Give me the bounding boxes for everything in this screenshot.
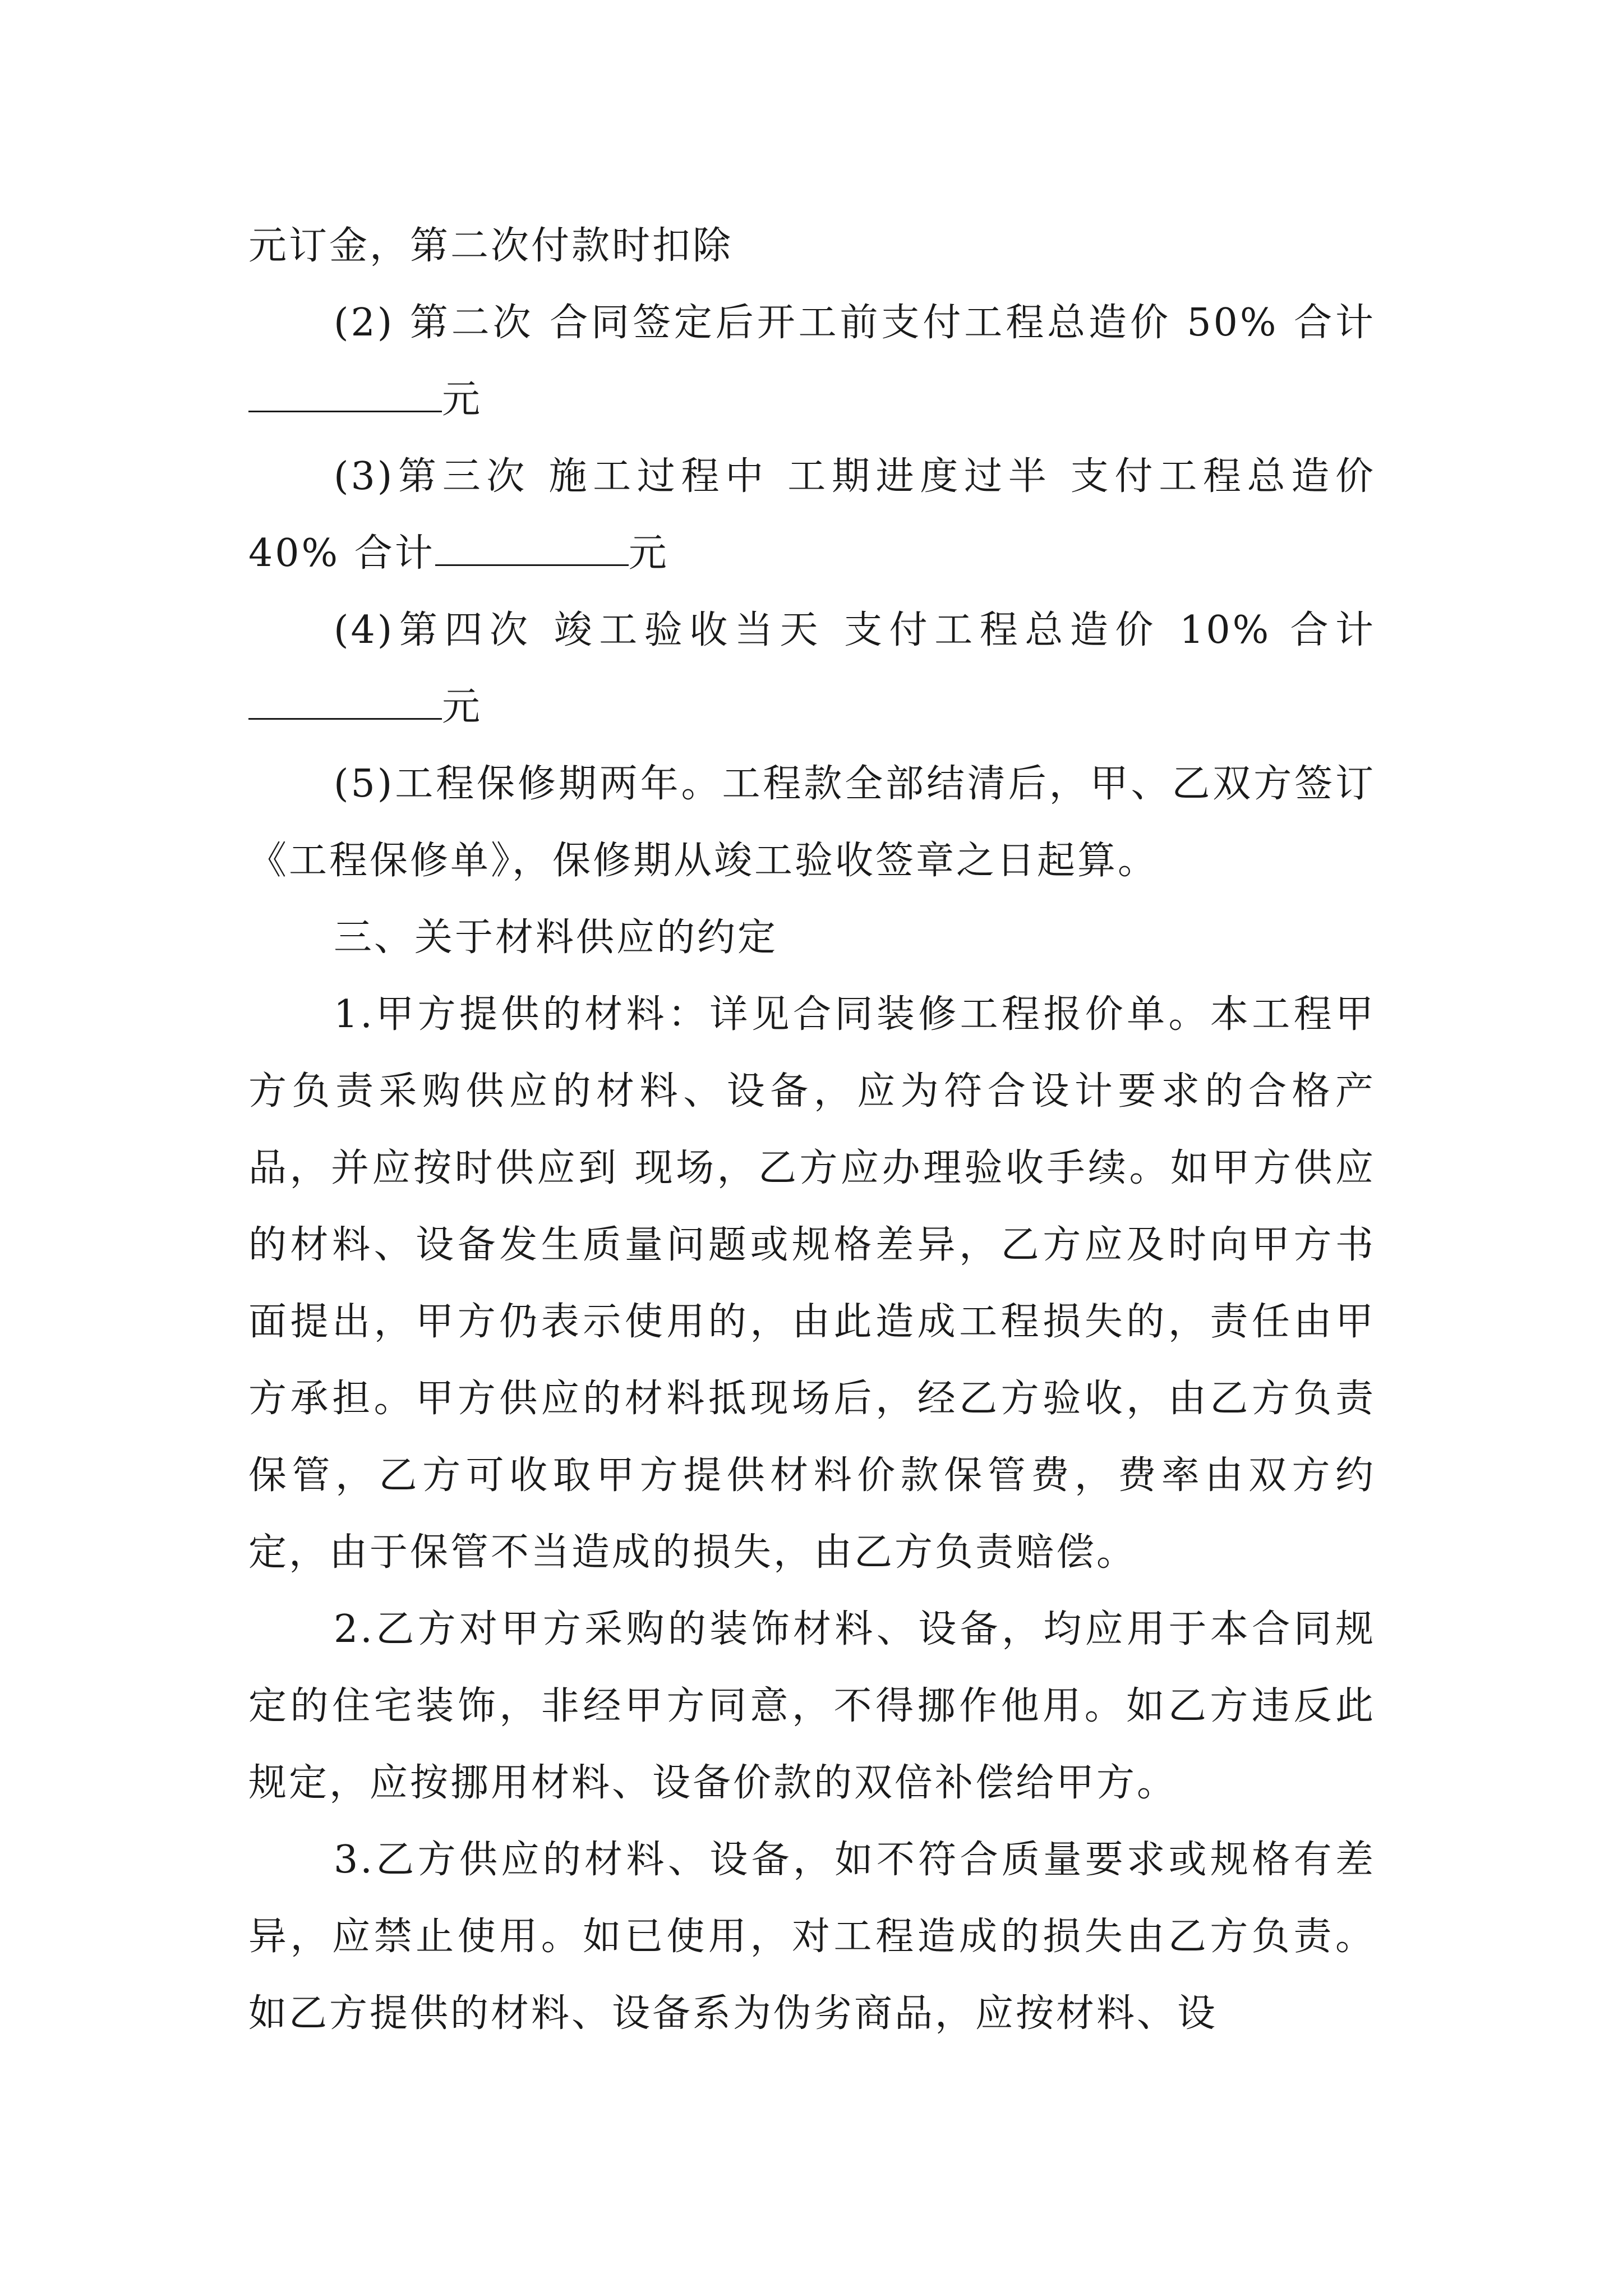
section-heading-materials	[248, 899, 1376, 976]
paragraph-payment-2	[248, 284, 1376, 438]
clause-1-text: 1.甲方提供的材料：详见合同装修工程报价单。本工程甲方负责采购供应的材料、设备，应为符合设计要求的合格产品，并应按时供应到 现场，乙方应办理验收手续。如甲方供应的材料、设备发生质量问题或规格差异，乙方应及时向甲方书面提出，甲方仍表示使用的，由此造成工程损失的，责任由甲 方承担。甲方供应的材料抵现场后，经乙方验收，由乙方负责保管，乙方可收取甲方提供材料价款保管费，费率由双方约定，由于保管不当造成的损失，由乙方负责赔偿。	[248, 992, 1376, 1575]
paragraph-deposit	[248, 208, 1376, 284]
amount-blank-3	[435, 532, 629, 566]
document-body	[248, 208, 1376, 2052]
payment-2-text: (2) 第二次 合同签定后开工前支付工程总造价 50% 合计	[334, 301, 1376, 345]
warranty-text: (5)工程保修期两年。工程款全部结清后，甲、乙双方签订《工程保修单》，保修期从竣工验收签章之日起算。	[248, 762, 1376, 883]
clause-2-text: 2.乙方对甲方采购的装饰材料、设备，均应用于本合同规定的住宅装饰，非经甲方同意，不得挪作他用。如乙方违反此规定，应按挪用材料、设备价款的双倍补偿给甲方。	[248, 1607, 1376, 1805]
payment-3-text: (3)第三次 施工过程中 工期进度过半 支付工程总造价 40% 合计	[248, 454, 1376, 576]
paragraph-deposit-text: 元订金，第二次付款时扣除	[248, 224, 734, 268]
paragraph-payment-4	[248, 592, 1376, 746]
clause-2	[248, 1591, 1376, 1821]
paragraph-payment-3	[248, 438, 1376, 592]
section-heading-text: 三、关于材料供应的约定	[334, 915, 778, 960]
payment-2-unit: 元	[442, 378, 483, 422]
paragraph-warranty	[248, 746, 1376, 899]
payment-3-unit: 元	[628, 531, 669, 576]
clause-3-text: 3.乙方供应的材料、设备，如不符合质量要求或规格有差异，应禁止使用。如已使用，对工程造成的损失由乙方负责。如乙方提供的材料、设备系为伪劣商品，应按材料、设	[248, 1838, 1376, 2036]
payment-4-unit: 元	[442, 685, 483, 729]
amount-blank-4	[248, 685, 442, 720]
payment-4-text: (4)第四次 竣工验收当天 支付工程总造价 10% 合计	[334, 608, 1376, 652]
amount-blank-2	[248, 378, 442, 412]
clause-3	[248, 1821, 1376, 2052]
clause-1	[248, 976, 1376, 1591]
